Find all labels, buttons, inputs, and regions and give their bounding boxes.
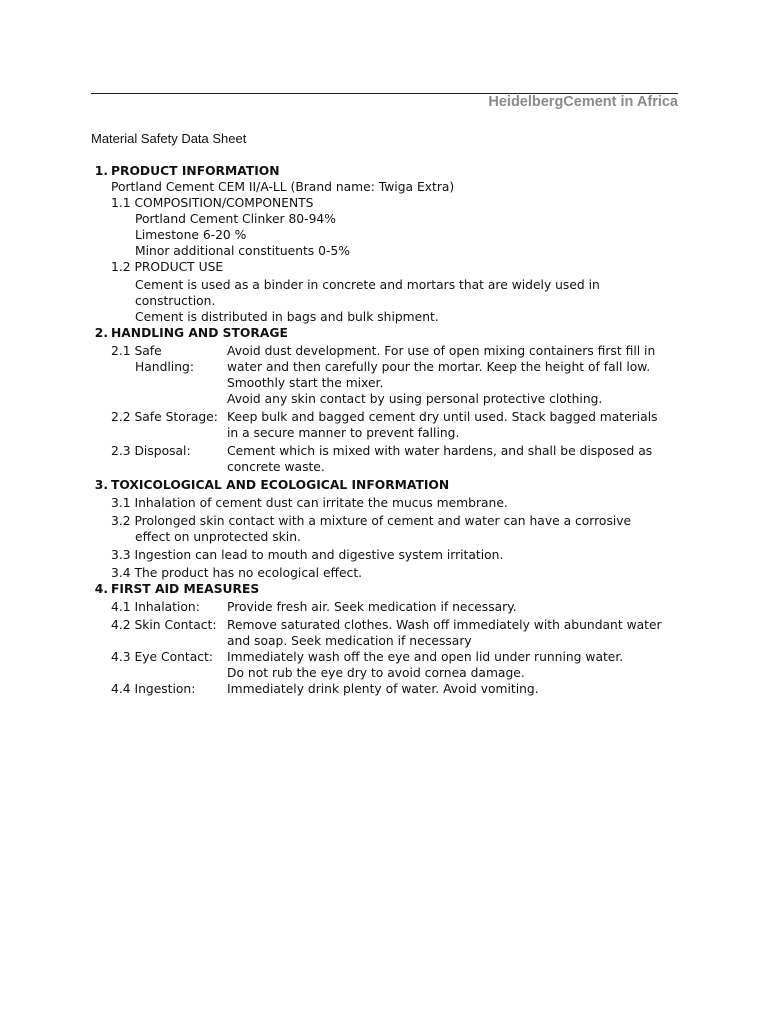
skin-contact-label: 4.2 Skin Contact: — [111, 618, 217, 632]
company-name: HeidelbergCement in Africa — [488, 94, 678, 110]
section-1-heading — [88, 164, 680, 180]
product-name: Portland Cement CEM II/A-LL (Brand name: Twiga Extra) — [111, 180, 455, 194]
disposal-text: concrete waste. — [227, 460, 325, 474]
section-title: PRODUCT INFORMATION — [111, 164, 280, 178]
toxicology-item-cont: effect on unprotected skin. — [135, 530, 301, 544]
eye-contact-label: 4.3 Eye Contact: — [111, 650, 213, 664]
eye-contact-entry — [88, 650, 680, 682]
safe-storage-text: Keep bulk and bagged cement dry until used. Stack bagged materials — [227, 410, 658, 424]
toxicology-item: 3.1 Inhalation of cement dust can irritate the mucus membrane. — [111, 496, 508, 510]
eye-contact-text: Immediately wash off the eye and open lid under running water. — [227, 650, 624, 664]
product-use-heading: 1.2 PRODUCT USE — [111, 260, 224, 274]
disposal-label: 2.3 Disposal: — [111, 444, 191, 458]
section-number: 3. — [94, 478, 108, 492]
section-number: 2. — [94, 326, 108, 340]
ingestion-label: 4.4 Ingestion: — [111, 682, 196, 696]
skin-contact-text: Remove saturated clothes. Wash off immediately with abundant water — [227, 618, 662, 632]
skin-contact-entry — [88, 618, 680, 650]
section-number: 4. — [94, 582, 108, 596]
safe-handling-text: Avoid any skin contact by using personal protective clothing. — [227, 392, 603, 406]
composition-item: Minor additional constituents 0-5% — [135, 244, 350, 258]
inhalation-text: Provide fresh air. Seek medication if necessary. — [227, 600, 517, 614]
safe-handling-text: Smoothly start the mixer. — [227, 376, 384, 390]
skin-contact-text: and soap. Seek medication if necessary — [227, 634, 472, 648]
inhalation-label: 4.1 Inhalation: — [111, 600, 200, 614]
disposal-text: Cement which is mixed with water hardens, and shall be disposed as — [227, 444, 653, 458]
toxicology-item: 3.2 Prolonged skin contact with a mixture of cement and water can have a corrosive — [111, 514, 632, 528]
composition-heading: 1.1 COMPOSITION/COMPONENTS — [111, 196, 314, 210]
product-use-line: construction. — [135, 294, 216, 308]
ingestion-entry — [88, 682, 680, 698]
safe-handling-text: water and then carefully pour the mortar. Keep the height of fall low. — [227, 360, 651, 374]
toxicology-item: 3.3 Ingestion can lead to mouth and digestive system irritation. — [111, 548, 504, 562]
safe-storage-entry — [88, 410, 680, 442]
safe-handling-label: 2.1 Safe — [111, 344, 162, 358]
section-number: 1. — [94, 164, 108, 178]
safe-storage-text: in a secure manner to prevent falling. — [227, 426, 460, 440]
safe-handling-label: Handling: — [135, 360, 194, 374]
toxicology-item: 3.4 The product has no ecological effect. — [111, 566, 363, 580]
composition-item: Portland Cement Clinker 80-94% — [135, 212, 336, 226]
safe-handling-text: Avoid dust development. For use of open mixing containers first fill in — [227, 344, 656, 358]
section-title: FIRST AID MEASURES — [111, 582, 260, 596]
section-title: TOXICOLOGICAL AND ECOLOGICAL INFORMATION — [111, 478, 450, 492]
ingestion-text: Immediately drink plenty of water. Avoid vomiting. — [227, 682, 539, 696]
section-2-heading — [88, 326, 680, 342]
section-4-heading — [88, 582, 680, 598]
composition-item: Limestone 6-20 % — [135, 228, 247, 242]
document-title: Material Safety Data Sheet — [91, 131, 247, 146]
disposal-entry — [88, 444, 680, 476]
product-use-line: Cement is used as a binder in concrete and mortars that are widely used in — [135, 278, 600, 292]
eye-contact-text: Do not rub the eye dry to avoid cornea damage. — [227, 666, 525, 680]
safe-storage-label: 2.2 Safe Storage: — [111, 410, 218, 424]
safe-handling-entry — [88, 344, 680, 408]
inhalation-entry — [88, 600, 680, 616]
section-title: HANDLING AND STORAGE — [111, 326, 288, 340]
section-3-heading — [88, 478, 680, 494]
document-body — [88, 164, 680, 698]
product-use-line: Cement is distributed in bags and bulk shipment. — [135, 310, 439, 324]
